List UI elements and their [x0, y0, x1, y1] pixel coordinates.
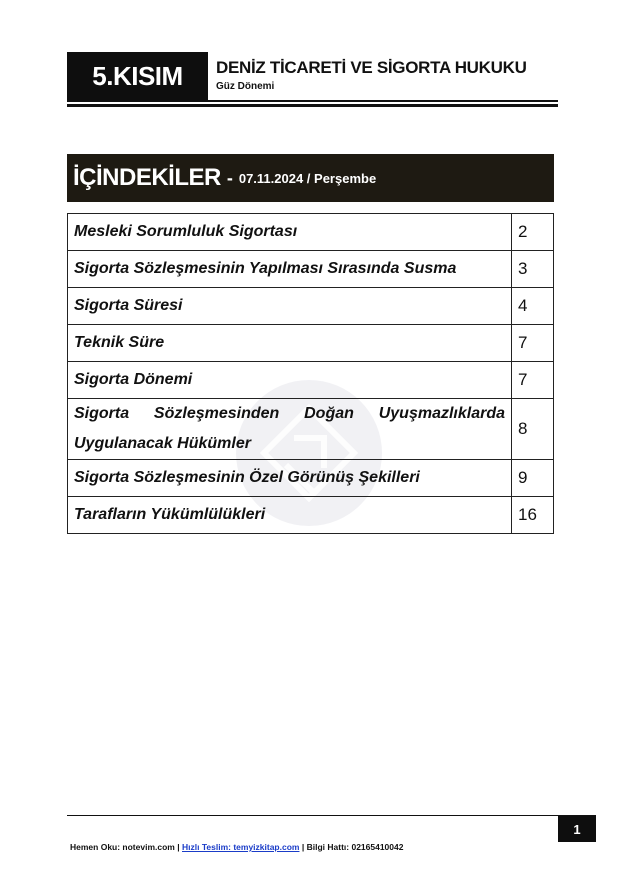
toc-entry-title[interactable]: Sigorta Sözleşmesinden Doğan Uyuşmazlıklarda Uygulanacak Hükümler	[68, 399, 512, 460]
toc-row[interactable]	[68, 497, 554, 534]
toc-row[interactable]	[68, 214, 554, 251]
toc-entry-page: 4	[512, 288, 554, 325]
toc-entry-title[interactable]: Teknik Süre	[68, 325, 512, 362]
toc-row[interactable]	[68, 460, 554, 497]
toc-row[interactable]	[68, 362, 554, 399]
toc-entry-title[interactable]: Sigorta Sözleşmesinin Özel Görünüş Şekilleri	[68, 460, 512, 497]
toc-heading-bar	[67, 154, 554, 202]
toc-entry-page: 8	[512, 399, 554, 460]
toc-row[interactable]	[68, 288, 554, 325]
toc-date: 07.11.2024 / Perşembe	[238, 170, 377, 186]
footer-divider-1: |	[177, 842, 180, 852]
toc-entry-title[interactable]: Mesleki Sorumluluk Sigortası	[68, 214, 512, 251]
header-divider-thick	[67, 104, 558, 107]
toc-row[interactable]	[68, 325, 554, 362]
toc-entry-page: 7	[512, 325, 554, 362]
footer-delivery-link[interactable]: Hızlı Teslim: temyizkitap.com	[182, 842, 300, 852]
term-label: Güz Dönemi	[216, 81, 275, 92]
footer-text	[70, 842, 403, 852]
toc-entry-title[interactable]: Sigorta Dönemi	[68, 362, 512, 399]
toc-row[interactable]	[68, 251, 554, 288]
toc-heading-separator: -	[226, 167, 233, 188]
footer-divider	[67, 815, 596, 816]
toc-entry-page: 16	[512, 497, 554, 534]
toc-heading: İÇİNDEKİLER	[73, 164, 221, 191]
page-number: 1	[558, 816, 596, 842]
toc-entry-title[interactable]: Sigorta Süresi	[68, 288, 512, 325]
footer-divider-2: |	[301, 842, 305, 852]
toc-entry-title[interactable]: Sigorta Sözleşmesinin Yapılması Sırasında Susma	[68, 251, 512, 288]
footer-phone-label: Bilgi Hattı: 02165410042	[306, 842, 404, 852]
footer-read-label[interactable]: Hemen Oku: notevim.com	[70, 842, 175, 852]
course-title: DENİZ TİCARETİ VE SİGORTA HUKUKU	[216, 58, 527, 77]
section-label: 5.KISIM	[67, 52, 208, 100]
toc-row[interactable]	[68, 399, 554, 460]
toc-entry-page: 9	[512, 460, 554, 497]
header-divider-thin	[67, 100, 558, 102]
toc-entry-title[interactable]: Tarafların Yükümlülükleri	[68, 497, 512, 534]
toc-entry-page: 2	[512, 214, 554, 251]
toc-table	[67, 213, 554, 534]
toc-entry-page: 3	[512, 251, 554, 288]
toc-entry-page: 7	[512, 362, 554, 399]
